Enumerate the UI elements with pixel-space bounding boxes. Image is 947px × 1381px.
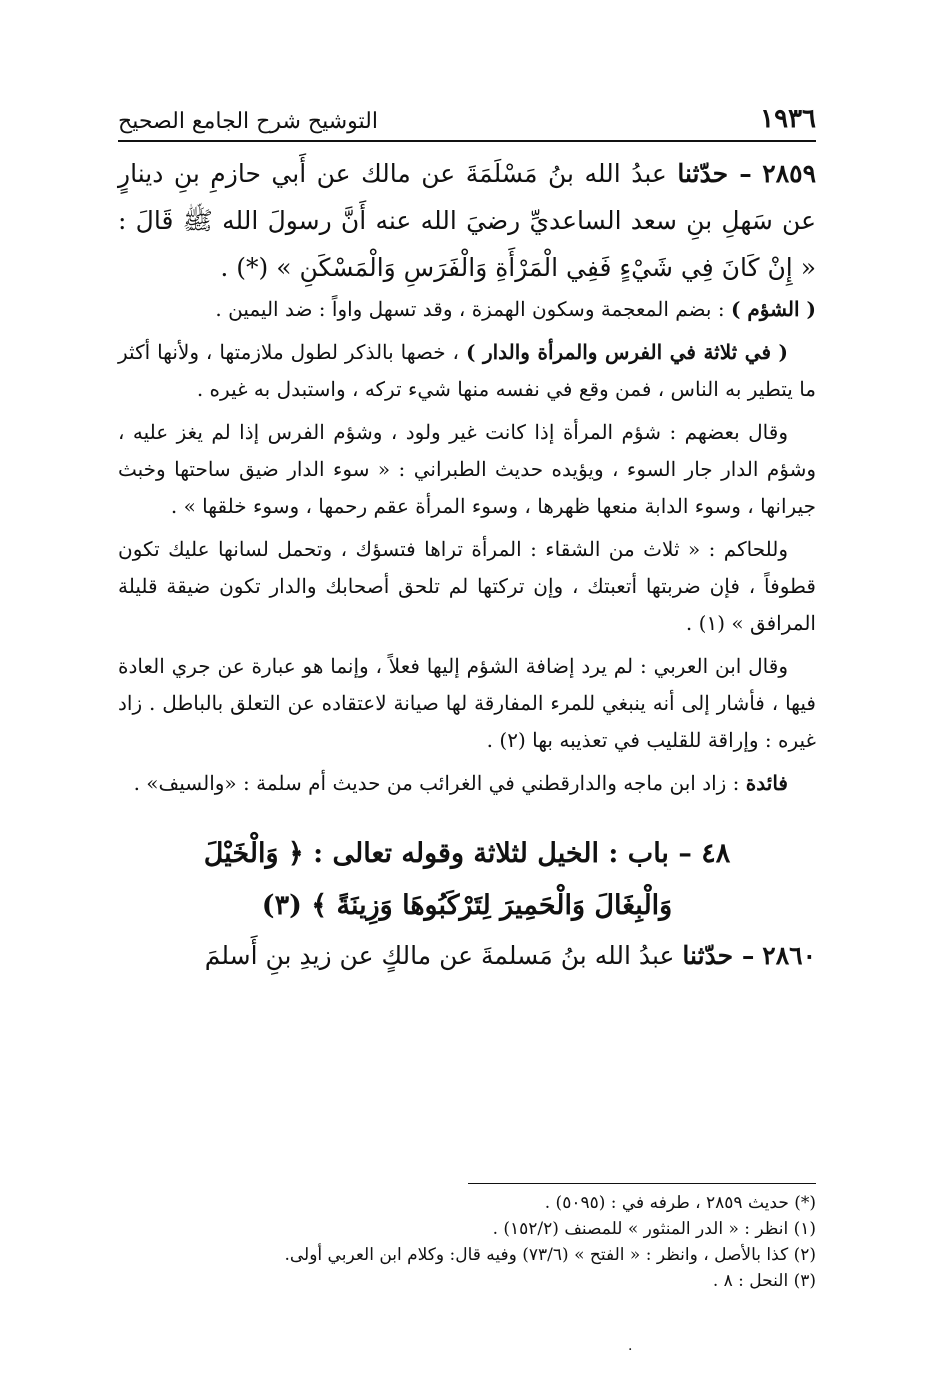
- page-number: ١٩٣٦: [760, 104, 816, 134]
- footnote: (١) انظر : « الدر المنثور » للمصنف (١٥٢/٢) .: [492, 1219, 816, 1239]
- hadith-text: عبدُ الله بنُ مَسْلَمَةَ عن مالك عن أَبي حازمِ بنِ دينارٍ عن سَهلِ بنِ سعد الساعديِّ رضيَ الله عنه أَنَّ رسولَ الله ﷺ قَالَ : « إِنْ كَانَ فِي شَيْءٍ فَفِي الْمَرْأَةِ وَالْفَرَسِ وَالْمَسْكَنِ » (*) .: [118, 159, 816, 282]
- running-header: [118, 94, 816, 134]
- book-title: التوشيح شرح الجامع الصحيح: [118, 109, 378, 134]
- chapter-heading-line: وَالْبِغَالَ وَالْحَمِيرَ لِتَرْكَبُوهَا وَزِينَةً ﴾ (٣): [261, 890, 673, 921]
- commentary-text: : بضم المعجمة وسكون الهمزة ، وقد تسهل واواً : ضد اليمين .: [215, 297, 725, 321]
- hadith-number: ٢٨٥٩: [762, 159, 816, 188]
- commentary-paragraph: وقال ابن العربي : لم يرد إضافة الشؤم إليها فعلاً ، وإنما هو عبارة عن جري العادة فيها ، فأشار إلى أنه ينبغي للمرء المفارقة لها صيانة لاعتقاده عن التعلق بالباطل . زاد غيره : وإراقة للقليب في تعذيبه بها (٢) .: [118, 654, 816, 752]
- footnote: (*) حديث ٢٨٥٩ ، طرفه في : (٥٠٩٥) .: [544, 1193, 816, 1213]
- hadith-2859: [118, 150, 816, 291]
- commentary-paragraph: وللحاكم : « ثلاث من الشقاء : المرأة تراها فتسؤك ، وتحمل لسانها عليك تكون قطوفاً ، فإن ضربتها أتعبتك ، وإن تركتها لم تلحق أصحابك والدار تكون ضيقة قليلة المرافق » (١) .: [118, 537, 816, 635]
- commentary-text: ، خصها بالذكر لطول ملازمتها ، ولأنها أكثر ما يتطير به الناس ، فمن وقع في نفسه منها شيء تركه ، واستبدل به غيره .: [118, 340, 816, 401]
- footnote: (٢) كذا بالأصل ، وانظر : « الفتح » (٧٣/٦) وفيه قال: وكلام ابن العربي أولى.: [284, 1245, 816, 1265]
- hadith-intro: – حدّثنا: [677, 159, 752, 188]
- chapter-heading: [118, 828, 816, 932]
- benefit-label: فائدة: [745, 771, 788, 795]
- header-rule: [118, 140, 816, 142]
- hadith-text: عبدُ الله بنُ مَسلمةَ عن مالكٍ عن زيدِ بنِ أَسلمَ: [204, 941, 675, 970]
- commentary-text: : زاد ابن ماجه والدارقطني في الغرائب من حديث أم سلمة : «والسيف» .: [133, 771, 740, 795]
- commentary-lemma: ( الشؤم ): [730, 297, 816, 321]
- footnotes: [118, 1190, 816, 1294]
- commentary-lemma: ( في ثلاثة في الفرس والمرأة والدار ): [465, 340, 789, 364]
- page-speck: ·: [628, 1342, 633, 1358]
- main-text: [118, 150, 816, 979]
- hadith-number: ٢٨٦٠: [762, 941, 816, 970]
- hadith-intro: – حدّثنا: [682, 941, 755, 970]
- commentary-paragraph: [118, 334, 816, 408]
- footnote-separator: [468, 1183, 816, 1184]
- footnote: (٣) النحل : ٨ .: [712, 1271, 816, 1291]
- commentary-paragraph: وقال بعضهم : شؤم المرأة إذا كانت غير ولود ، وشؤم الفرس إذا لم يغز عليه ، وشؤم الدار جار السوء ، ويؤيده حديث الطبراني : « سوء الدار ضيق ساحتها وخبث جيرانها ، وسوء الدابة منعها ظهرها ، وسوء المرأة عقم رحمها ، وسوء خلقها » .: [118, 420, 816, 518]
- hadith-2860: [118, 932, 816, 979]
- chapter-heading-line: ٤٨ – باب : الخيل لثلاثة وقوله تعالى : ﴿ وَالْخَيْلَ: [203, 838, 731, 869]
- commentary-paragraph: [118, 291, 816, 328]
- commentary-paragraph: [118, 765, 816, 802]
